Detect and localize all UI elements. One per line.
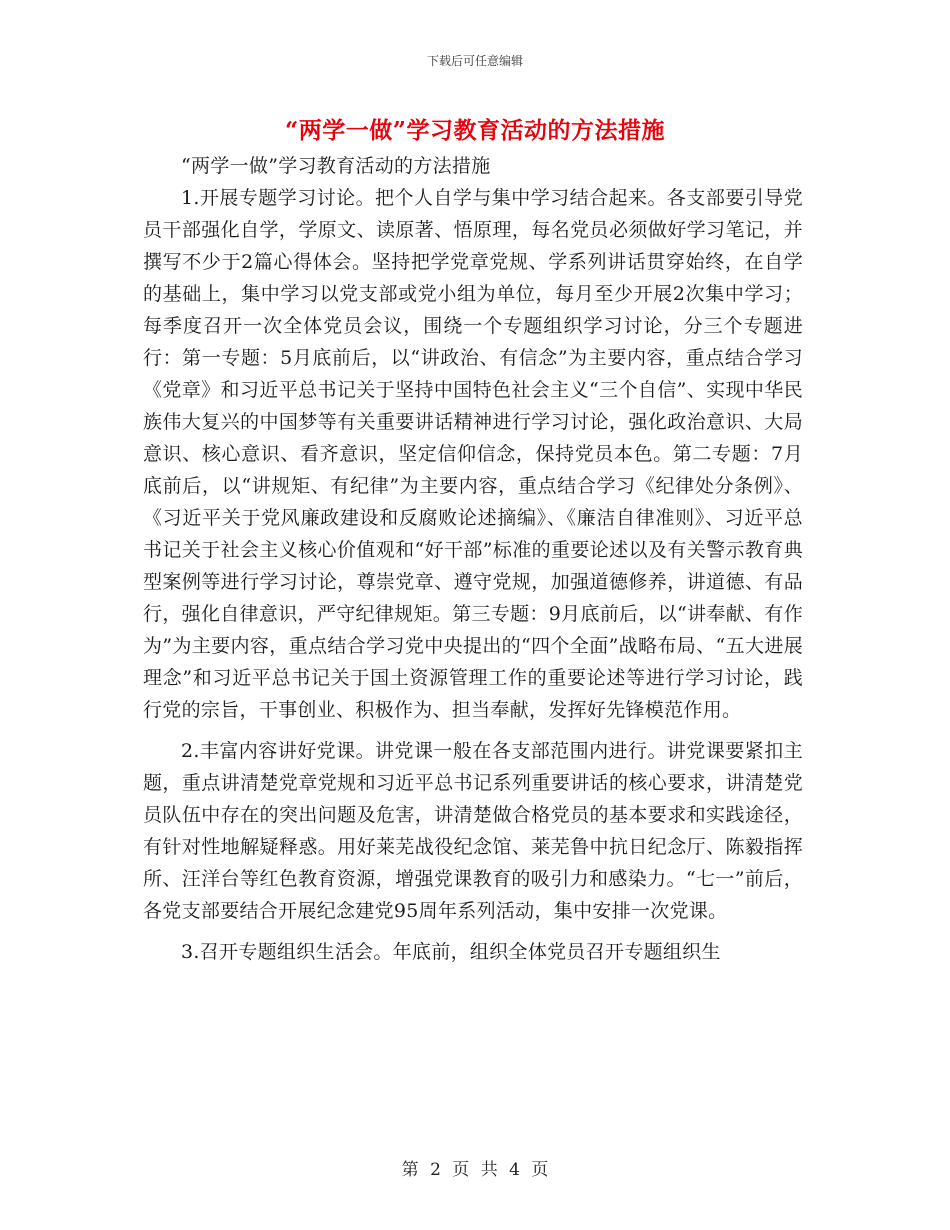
document-body	[143, 150, 803, 968]
header-note: 下载后可任意编辑	[426, 54, 523, 68]
subtitle-paragraph: “两学一做”学习教育活动的方法措施	[181, 155, 491, 177]
paragraph-party-lecture: 2.丰富内容讲好党课。讲党课一般在各支部范围内进行。讲党课要紧扣主题，重点讲清楚党章党规和习近平总书记系列重要讲话的核心要求，讲清楚党员队伍中存在的突出问题及危害，讲清楚做合格党员的基本要求和实践途径，有针对性地解疑释惑。用好莱芜战役纪念馆、莱芜鲁中抗日纪念厅、陈毅指挥所、汪洋台等红色教育资源，增强党课教育的吸引力和感染力。“七一”前后，各党支部要结合开展纪念建党95周年系列活动，集中安排一次党课。	[143, 740, 803, 922]
page-footer: 第 2 页 共 4 页	[401, 1160, 549, 1180]
document-title: “两学一做”学习教育活动的方法措施	[285, 117, 665, 144]
paragraph-organization-meeting: 3.召开专题组织生活会。年底前，组织全体党员召开专题组织生	[181, 941, 721, 963]
paragraph-study-discussion: 1.开展专题学习讨论。把个人自学与集中学习结合起来。各支部要引导党员干部强化自学，学原文、读原著、悟原理，每名党员必须做好学习笔记，并撰写不少于2篇心得体会。坚持把学党章党规、学系列讲话贯穿始终，在自学的基础上，集中学习以党支部或党小组为单位，每月至少开展2次集中学习；每季度召开一次全体党员会议，围绕一个专题组织学习讨论，分三个专题进行：第一专题：5月底前后，以“讲政治、有信念”为主要内容，重点结合学习《党章》和习近平总书记关于坚持中国特色社会主义“三个自信”、实现中华民族伟大复兴的中国梦等有关重要讲话精神进行学习讨论，强化政治意识、大局意识、核心意识、看齐意识，坚定信仰信念，保持党员本色。第二专题：7月底前后，以“讲规矩、有纪律”为主要内容，重点结合学习《纪律处分条例》、《习近平关于党风廉政建设和反腐败论述摘编》、《廉洁自律准则》、习近平总书记关于社会主义核心价值观和“好干部”标准的重要论述以及有关警示教育典型案例等进行学习讨论，尊崇党章、遵守党规，加强道德修养，讲道德、有品行，强化自律意识，严守纪律规矩。第三专题：9月底前后，以“讲奉献、有作为”为主要内容，重点结合学习党中央提出的“四个全面”战略布局、“五大进展理念”和习近平总书记关于国土资源管理工作的重要论述等进行学习讨论，践行党的宗旨，干事创业、积极作为、担当奉献，发挥好先锋模范作用。	[143, 187, 803, 721]
